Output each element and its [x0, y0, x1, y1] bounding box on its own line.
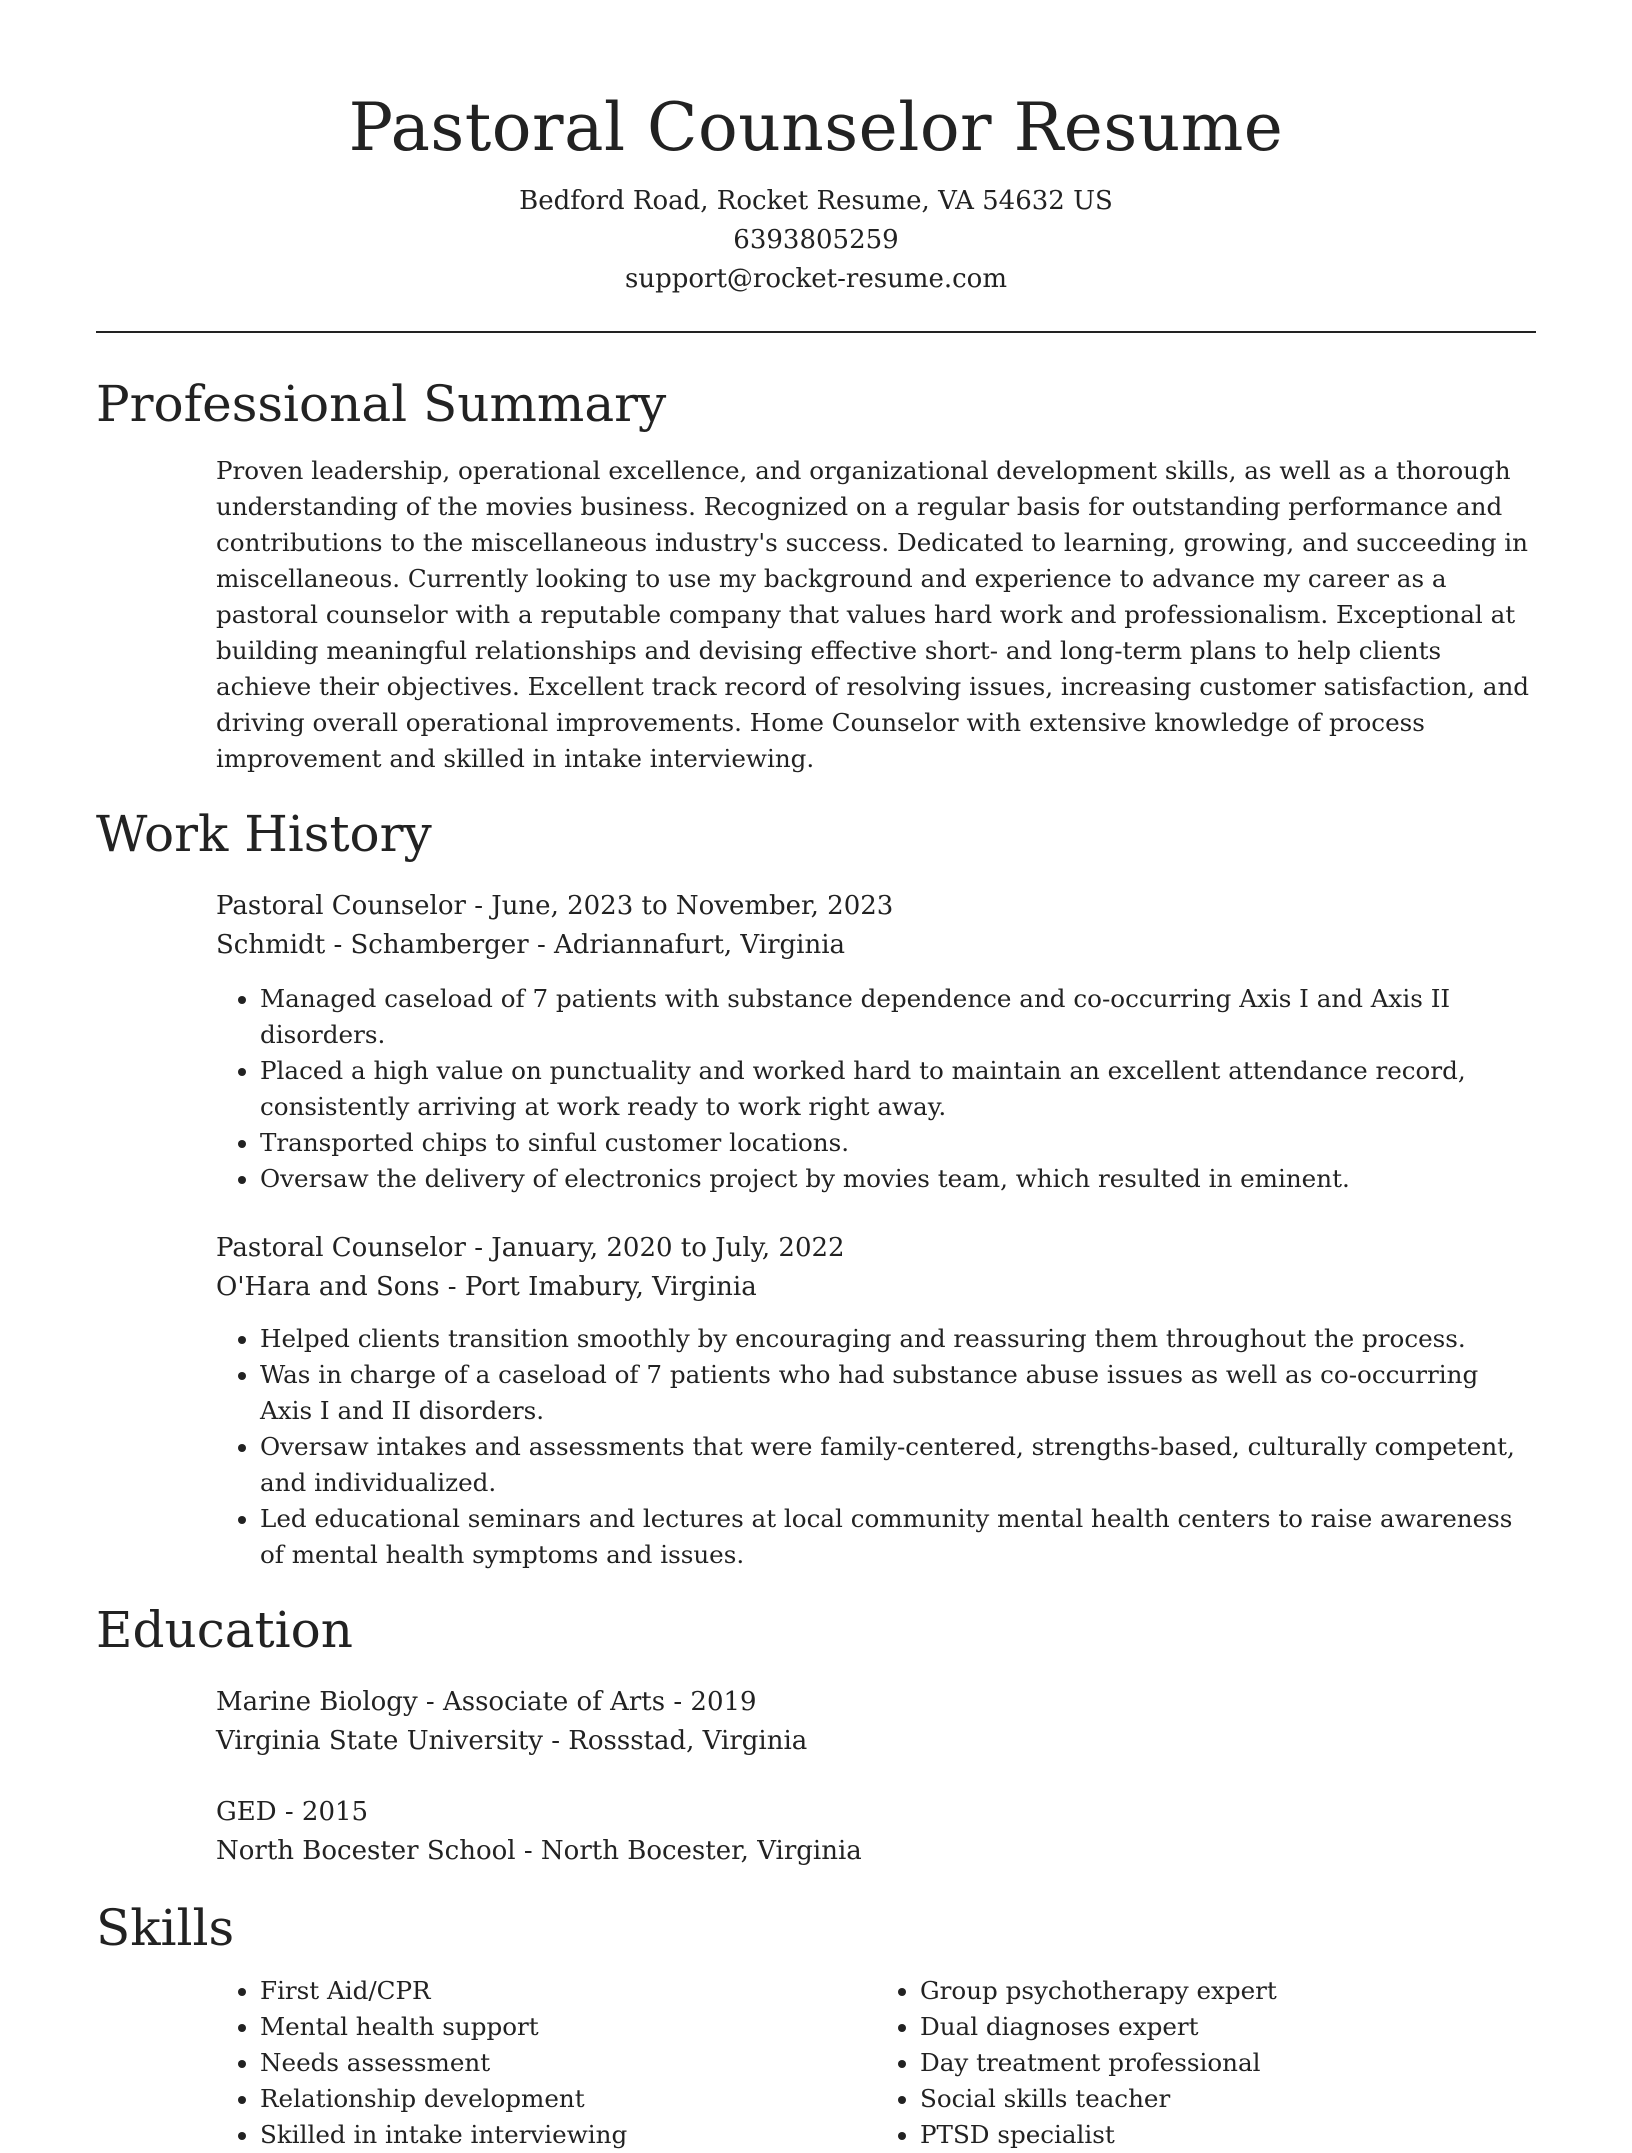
- education-school-line: [216, 1832, 1536, 1871]
- list-item: • Oversaw the delivery of electronics project by movies team, which resulted in eminent.: [260, 1161, 1536, 1197]
- job-dates: - January, 2020 to July, 2022: [465, 1233, 845, 1263]
- education-location: - North Bocester, Virginia: [515, 1836, 862, 1866]
- job-title-line: [216, 1229, 1536, 1268]
- resume-page: [96, 0, 1536, 2153]
- list-item: • Day treatment professional: [920, 2045, 1536, 2081]
- education-degree: Marine Biology - Associate of Arts - 2019: [216, 1687, 757, 1717]
- education-entry: [216, 1683, 1536, 1761]
- work-history-heading: Work History: [96, 805, 432, 863]
- skills-columns: [216, 1973, 1536, 2153]
- skills-left-list: [216, 1973, 876, 2153]
- list-item: • Needs assessment: [260, 2045, 876, 2081]
- education-degree: GED - 2015: [216, 1797, 369, 1827]
- job-bullets: [216, 981, 1536, 1197]
- list-item: • PTSD specialist: [920, 2117, 1536, 2153]
- work-history-section: [216, 887, 1536, 1573]
- education-school: North Bocester School: [216, 1836, 516, 1866]
- list-item: • Mental health support: [260, 2009, 876, 2045]
- job-title: Pastoral Counselor: [216, 891, 466, 921]
- education-school-line: [216, 1722, 1536, 1761]
- job-entry: [216, 1229, 1536, 1573]
- job-title-line: [216, 887, 1536, 926]
- job-company-line: [216, 1268, 1536, 1307]
- list-item: • Group psychotherapy expert: [920, 1973, 1536, 2009]
- header-divider: [96, 331, 1536, 333]
- contact-phone: 6393805259: [733, 225, 899, 255]
- skills-right-list: [876, 1973, 1536, 2153]
- list-item: • Led educational seminars and lectures at local community mental health centers to raise awareness of mental health symptoms and issues.: [260, 1501, 1536, 1573]
- list-item: • Transported chips to sinful customer locations.: [260, 1125, 1536, 1161]
- education-school: Virginia State University: [216, 1726, 543, 1756]
- education-entry: [216, 1793, 1536, 1871]
- job-company-line: [216, 926, 1536, 965]
- job-company: O'Hara and Sons: [216, 1272, 440, 1302]
- education-section: [216, 1683, 1536, 1871]
- skills-section: [216, 1973, 1536, 2153]
- education-heading: Education: [96, 1601, 353, 1659]
- list-item: • Skilled in intake interviewing: [260, 2117, 876, 2153]
- list-item: • Relationship development: [260, 2081, 876, 2117]
- list-item: • First Aid/CPR: [260, 1973, 876, 2009]
- education-location: - Rossstad, Virginia: [542, 1726, 808, 1756]
- job-entry: [216, 887, 1536, 1197]
- list-item: • Social skills teacher: [920, 2081, 1536, 2117]
- job-title: Pastoral Counselor: [216, 1233, 466, 1263]
- list-item: • Dual diagnoses expert: [920, 2009, 1536, 2045]
- contact-address: Bedford Road, Rocket Resume, VA 54632 US: [519, 186, 1113, 216]
- job-dates: - June, 2023 to November, 2023: [465, 891, 894, 921]
- job-location: - Adriannafurt, Virginia: [528, 930, 846, 960]
- list-item: • Was in charge of a caseload of 7 patients who had substance abuse issues as well as co-occurring Axis I and II disorders.: [260, 1357, 1536, 1429]
- summary-heading: Professional Summary: [96, 375, 667, 433]
- contact-email: support@rocket-resume.com: [624, 264, 1007, 294]
- summary-text: Proven leadership, operational excellence, and organizational development skills, as well as a thorough understanding of the movies business. Recognized on a regular basis for outstanding performance and contributions to the miscellaneous industry's success. Dedicated to learning, growing, and succeeding in miscellaneous. Currently looking to use my background and experience to advance my career as a pastoral counselor with a reputable company that values hard work and professionalism. Exceptional at building meaningful relationships and devising effective short- and long-term plans to help clients achieve their objectives. Excellent track record of resolving issues, increasing customer satisfaction, and driving overall operational improvements. Home Counselor with extensive knowledge of process improvement and skilled in intake interviewing.: [216, 456, 1530, 773]
- list-item: • Helped clients transition smoothly by encouraging and reassuring them throughout the process.: [260, 1321, 1536, 1357]
- skills-heading: Skills: [96, 1899, 235, 1957]
- summary-section: [216, 453, 1536, 777]
- contact-block: [96, 182, 1536, 299]
- list-item: • Managed caseload of 7 patients with substance dependence and co-occurring Axis I and Axis II disorders.: [260, 981, 1536, 1053]
- job-bullets: [216, 1321, 1536, 1573]
- resume-header: [96, 0, 1536, 299]
- list-item: • Oversaw intakes and assessments that were family-centered, strengths-based, culturally competent, and individualized.: [260, 1429, 1536, 1501]
- job-company: Schmidt - Schamberger: [216, 930, 529, 960]
- resume-title: Pastoral Counselor Resume: [348, 89, 1284, 166]
- job-location: - Port Imabury, Virginia: [439, 1272, 757, 1302]
- list-item: • Placed a high value on punctuality and worked hard to maintain an excellent attendance record, consistently arriving at work ready to work right away.: [260, 1053, 1536, 1125]
